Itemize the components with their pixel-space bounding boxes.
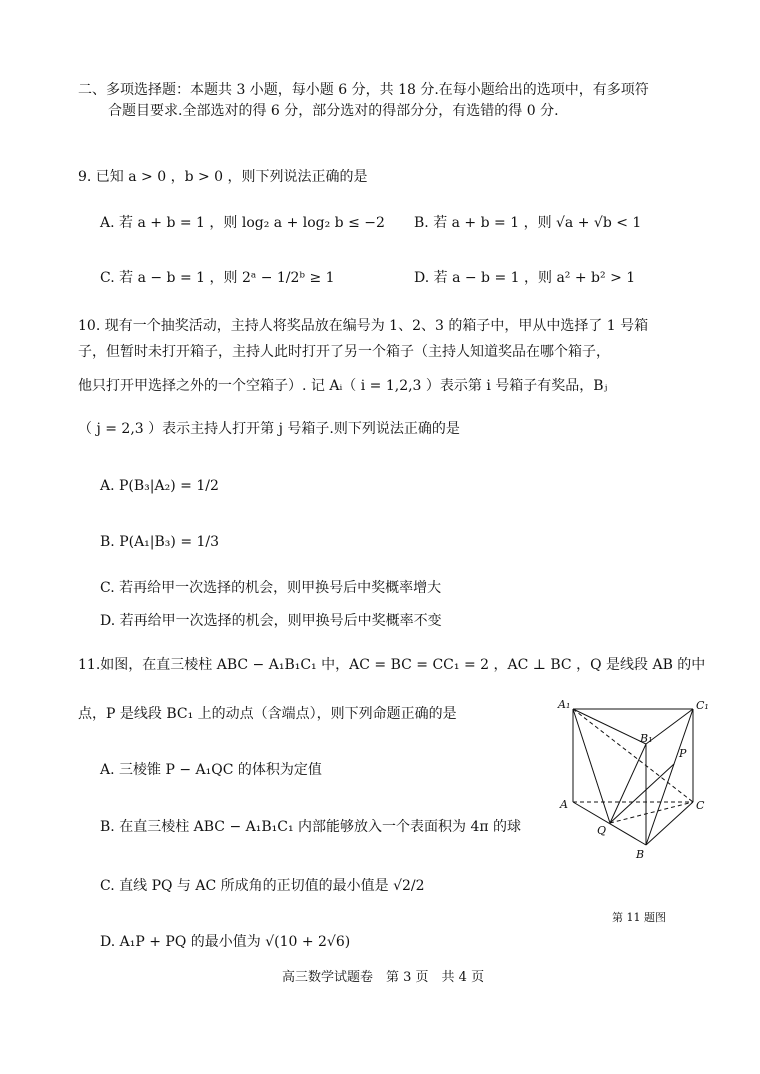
segment-b1-q — [610, 744, 646, 823]
q11-option-d: D. A₁P + PQ 的最小值为 √(10 + 2√6) — [100, 934, 351, 950]
q9-option-c: C. 若 a − b = 1 ，则 2ᵃ − 1/2ᵇ ≥ 1 — [100, 270, 335, 286]
figure-caption: 第 11 题图 — [612, 911, 666, 924]
q10-option-a: A. P(B₃|A₂) = 1/2 — [100, 478, 219, 494]
edge-b1-c1 — [646, 709, 693, 744]
q11-option-a: A. 三棱锥 P − A₁QC 的体积为定值 — [100, 762, 322, 778]
q10-line3: 他只打开甲选择之外的一个空箱子）. 记 Aᵢ（ i = 1,2,3 ）表示第 i 号箱子有奖品，Bⱼ — [78, 378, 608, 394]
segment-c1-b — [646, 709, 693, 845]
q9-option-b: B. 若 a + b = 1 ，则 √a + √b < 1 — [414, 215, 642, 231]
label-b1: B₁ — [640, 732, 653, 745]
q9-stem: 9. 已知 a > 0 ，b > 0 ，则下列说法正确的是 — [78, 169, 368, 185]
q9-option-a: A. 若 a + b = 1 ，则 log₂ a + log₂ b ≤ −2 — [100, 215, 385, 231]
label-p: P — [679, 747, 687, 760]
section-header-line1: 二、多项选择题：本题共 3 小题，每小题 6 分，共 18 分.在每小题给出的选项中，有多项符 — [78, 82, 649, 98]
q11-line1: 11.如图，在直三棱柱 ABC − A₁B₁C₁ 中，AC = BC = CC₁ = 2 ，AC ⊥ BC ，Q 是线段 AB 的中 — [78, 657, 706, 673]
segment-a1-q — [573, 709, 610, 823]
label-a: A — [560, 798, 568, 811]
q10-option-c: C. 若再给甲一次选择的机会，则甲换号后中奖概率增大 — [100, 580, 442, 596]
q9-option-d: D. 若 a − b = 1 ，则 a² + b² > 1 — [414, 270, 636, 286]
q11-option-b: B. 在直三棱柱 ABC − A₁B₁C₁ 内部能够放入一个表面积为 4π 的球 — [100, 819, 522, 835]
edge-a-b — [573, 802, 646, 845]
page-footer: 高三数学试题卷 第 3 页 共 4 页 — [282, 970, 485, 985]
label-c: C — [696, 799, 705, 812]
prism-figure — [550, 690, 720, 870]
section-header-line2: 合题目要求.全部选对的得 6 分，部分选对的得部分分，有选错的得 0 分. — [108, 103, 559, 119]
q10-option-b: B. P(A₁|B₃) = 1/3 — [100, 534, 220, 550]
edge-a1-b1 — [573, 709, 646, 744]
q11-line2: 点，P 是线段 BC₁ 上的动点（含端点），则下列命题正确的是 — [78, 706, 457, 722]
q10-option-d: D. 若再给甲一次选择的机会，则甲换号后中奖概率不变 — [100, 613, 442, 629]
segment-q-c — [610, 802, 693, 823]
label-a1: A₁ — [558, 698, 571, 711]
label-q: Q — [597, 824, 607, 837]
q10-line4: （ j = 2,3 ）表示主持人打开第 j 号箱子.则下列说法正确的是 — [78, 421, 460, 437]
segment-q-p — [610, 764, 674, 823]
q10-line2: 子，但暂时未打开箱子，主持人此时打开了另一个箱子（主持人知道奖品在哪个箱子， — [78, 344, 610, 360]
q10-line1: 10. 现有一个抽奖活动，主持人将奖品放在编号为 1、2、3 的箱子中，甲从中选择了 1 号箱 — [78, 318, 649, 334]
label-c1: C₁ — [696, 699, 709, 712]
q11-option-c: C. 直线 PQ 与 AC 所成角的正切值的最小值是 √2/2 — [100, 878, 425, 894]
label-b: B — [636, 848, 645, 861]
